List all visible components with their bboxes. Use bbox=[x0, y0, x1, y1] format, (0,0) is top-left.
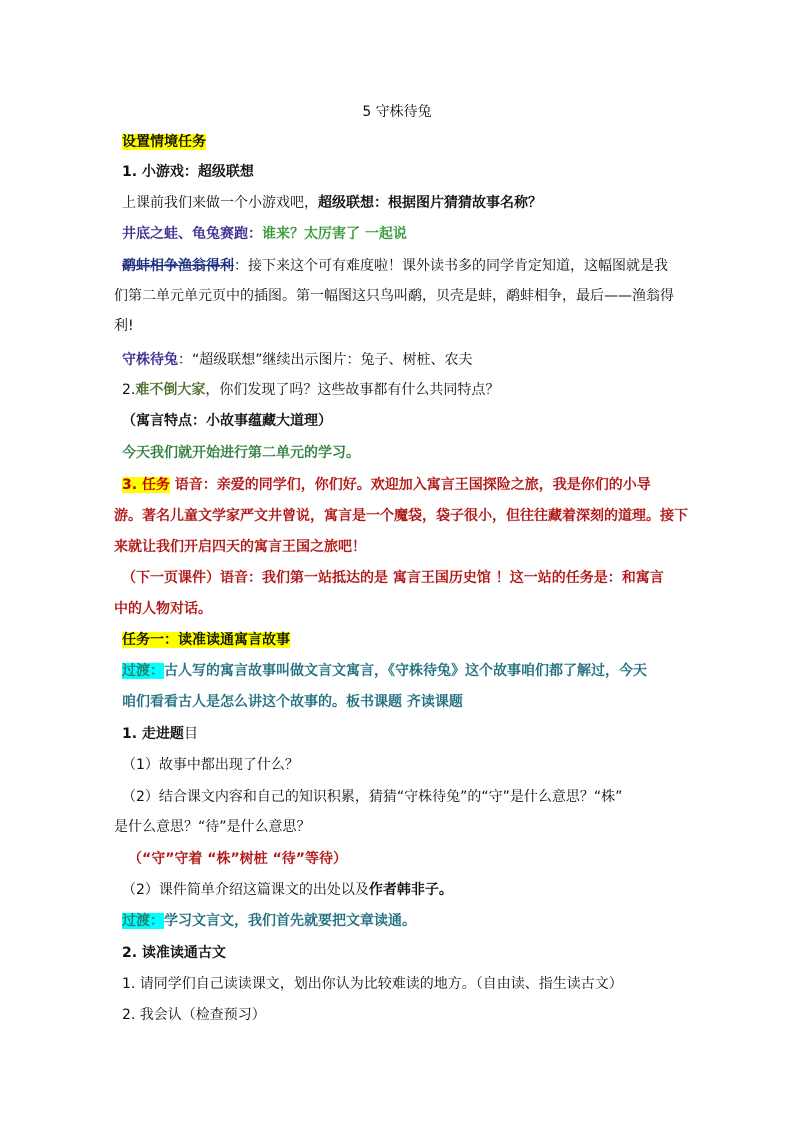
q3-author: 作者韩非子。 bbox=[368, 882, 453, 898]
read-instruction-2: 2. 我会认（检查预习） bbox=[122, 1007, 266, 1023]
story-names-1: 井底之蛙、龟兔赛跑： bbox=[122, 226, 262, 242]
snipe-clam-text: ：接下来这个可有难度啦！课外读书多的同学肯定知道，这幅图就是我 bbox=[234, 258, 668, 274]
step1-heading bbox=[122, 724, 682, 744]
question-2-line2: 是什么意思？“待”是什么意思？ bbox=[114, 819, 311, 835]
transition1-text1: 古人写的寓言故事叫做文言文寓言，《守株待兔》这个故事咱们都了解过，今天 bbox=[164, 663, 647, 679]
step2-heading: 2. 读准读通古文 bbox=[122, 945, 226, 961]
read-instruction-1: 1. 请同学们自己读读课文，划出你认为比较难读的地方。（自由读、指生读古文） bbox=[122, 976, 623, 992]
section-heading-situation-task bbox=[122, 132, 682, 152]
game-paragraph-snipe-clam-line2: 们第二单元单元页中的插图。第一幅图这只鸟叫鹬，贝壳是蚌，鹬蚌相争，最后——渔翁得 bbox=[114, 288, 674, 304]
game-intro bbox=[122, 193, 682, 213]
next-page-label: （下一页课件） bbox=[122, 570, 220, 586]
game-paragraph-snipe-clam-line1 bbox=[122, 256, 682, 276]
task3-line2: 游。著名儿童文学家严文井曾说，寓言是一个魔袋，袋子很小，但往往藏着深刻的道理。接下 bbox=[114, 508, 688, 524]
task3-voice-line1: 语音：亲爱的同学们，你们好。欢迎加入寓言王国探险之旅，我是你们的小导 bbox=[169, 477, 651, 493]
task-one-highlight: 任务一：读准读通寓言故事 bbox=[122, 632, 290, 648]
question-2-line1: （2）结合课文内容和自己的知识积累，猜猜“守株待兔”的“守”是什么意思？“株” bbox=[122, 789, 623, 805]
step1-bold: 1. 走进题 bbox=[122, 726, 184, 742]
task3-line3: 来就让我们开启四天的寓言王国之旅吧！ bbox=[114, 539, 366, 555]
transition1-line1 bbox=[122, 661, 682, 681]
q-rest: ，你们发现了吗？这些故事都有什么共同特点？ bbox=[205, 382, 500, 398]
next-page-line1 bbox=[122, 568, 682, 588]
game-line-frog-tortoise bbox=[122, 224, 682, 244]
transition2-label: 过渡： bbox=[122, 913, 164, 929]
q3-text: （2）课件简单介绍这篇课文的出处以及 bbox=[122, 882, 369, 898]
today-statement: 今天我们就开始进行第二单元的学习。 bbox=[122, 445, 360, 461]
game-paragraph-snipe-clam-line3: 利! bbox=[114, 318, 134, 334]
step1-rest: 目 bbox=[183, 726, 198, 742]
next-page-line2: 中的人物对话。 bbox=[114, 601, 212, 617]
task3-label: 3. 任务 bbox=[122, 477, 170, 493]
question-1: （1）故事中都出现了什么？ bbox=[122, 757, 299, 773]
game-heading: 1. 小游戏：超级联想 bbox=[122, 164, 254, 180]
question-3 bbox=[122, 880, 682, 900]
task-one-heading bbox=[122, 630, 682, 650]
highlighted-heading: 设置情境任务 bbox=[122, 134, 206, 150]
next-page-voice: 语音：我们第一站抵达的是 寓言王国历史馆 ！这一站的任务是：和寓言 bbox=[220, 570, 664, 586]
q-bold: 难不倒大家 bbox=[135, 382, 206, 398]
story-name-rabbit: 守株待兔 bbox=[122, 352, 178, 368]
fable-feature: （寓言特点：小故事蕴藏大道理） bbox=[122, 413, 332, 429]
transition1-line2: 咱们看看古人是怎么讲这个故事的。板书课题 齐读课题 bbox=[122, 694, 463, 710]
prompt-who: 谁来？太厉害了 一起说 bbox=[262, 226, 407, 242]
question-common-features bbox=[122, 380, 682, 400]
game-intro-text: 上课前我们来做一个小游戏吧， bbox=[122, 195, 318, 211]
q-prefix: 2. bbox=[122, 382, 136, 398]
story-name-snipe-clam: 鹬蚌相争渔翁得利 bbox=[122, 258, 234, 274]
answers-meaning: （“守”守着 “株”树桩 “待”等待） bbox=[128, 851, 347, 867]
page-title: 5 守株待兔 bbox=[362, 104, 432, 120]
rabbit-text: ：“超级联想”继续出示图片：兔子、树桩、农夫 bbox=[178, 352, 473, 368]
task3-line1 bbox=[122, 475, 682, 495]
game-intro-bold: 超级联想：根据图片猜猜故事名称？ bbox=[318, 195, 542, 211]
game-line-rabbit bbox=[122, 350, 682, 370]
transition1-label: 过渡： bbox=[122, 663, 164, 679]
transition2-text: 学习文言文，我们首先就要把文章读通。 bbox=[164, 913, 416, 929]
transition2 bbox=[122, 911, 682, 931]
